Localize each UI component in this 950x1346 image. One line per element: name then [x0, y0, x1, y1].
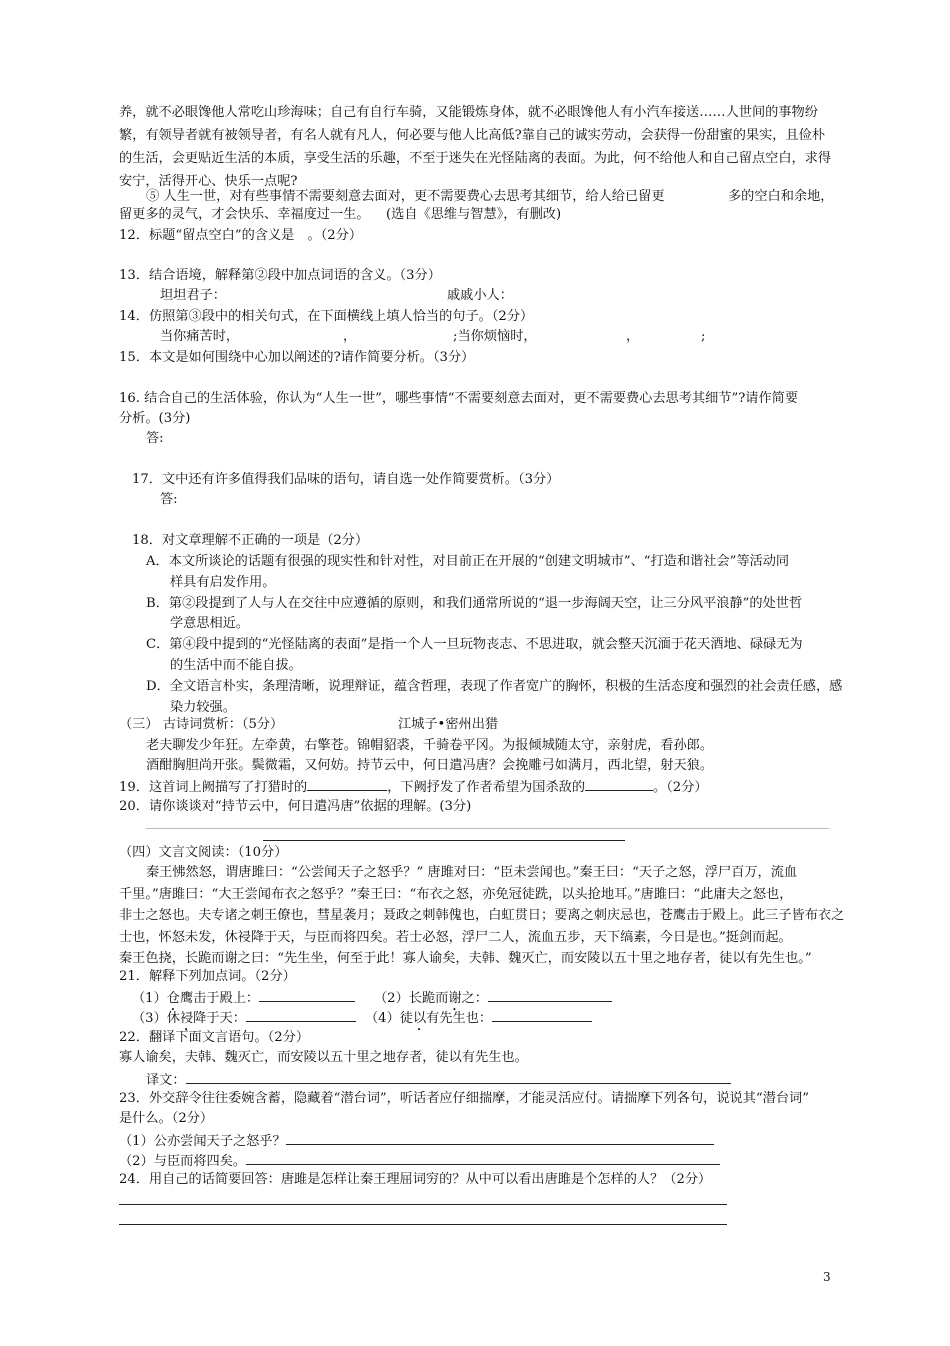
item-1-dotted-word: 仓 — [166, 991, 180, 1006]
item-1-sentence: （1）公亦尝闻天子之怒乎？ — [119, 1134, 286, 1149]
passage-line-2: 繁，有领导者就有被领导者，有名人就有凡人，何必要与他人比高低?靠自己的诚实劳动，会获得一份甜蜜的果实，且俭朴 — [119, 128, 826, 143]
paragraph-5-line-2: 留更多的灵气，才会快乐、幸福度过一生。 — [119, 207, 370, 222]
question-23-blank-1[interactable] — [286, 1130, 714, 1145]
classical-text-line-3: 非士之怒也。夫专诸之刺王僚也，彗星袭月；聂政之刺韩傀也，白虹贯日；要离之刺庆忌也，苍鹰击于殿上。此三子皆布衣之 — [119, 908, 845, 923]
option-A-line-2: 样具有启发作用。 — [170, 575, 276, 590]
paragraph-5-line-1a: ⑤ 人生一世，对有些事情不需要刻意去面对，更不需要费心去思考其细节，给人给已留更 — [146, 189, 665, 204]
item-2-dotted-word: 谢 — [448, 991, 462, 1006]
item-4-prefix: （4）徒 — [365, 1011, 413, 1026]
question-21-item-4 — [365, 1007, 592, 1034]
question-12: 12．标题“留点空白”的含义是 。（2分） — [119, 228, 363, 243]
question-14-comma-1: ， — [343, 329, 357, 344]
passage-line-3: 的生活，会更贴近生活的本质，享受生活的乐趣，不至于迷失在光怪陆离的表面。为此，何不给他人和自己留点空白，求得 — [119, 151, 832, 166]
passage-line-1: 养，就不必眼馋他人常吃山珍海味；自己有自行车骑，又能锻炼身体，就不必眼馋他人有小汽车接送……人世间的事物纷 — [119, 105, 818, 120]
question-22: 22．翻译下面文言语句。（2分） — [119, 1030, 310, 1045]
question-19-blank-2[interactable] — [585, 776, 653, 791]
option-A-line-1: A．本文所谈论的话题有很强的现实性和针对性，对目前正在开展的“创建文明城市”、“打造和谐社会”等活动同 — [146, 554, 790, 569]
option-C-line-1: C．第④段中提到的“光怪陆离的表面”是指一个人一旦玩物丧志、不思进取，就会整天沉湎于花天酒地、碌碌无为 — [146, 637, 803, 652]
poem-title: 江城子•密州出猎 — [398, 717, 499, 732]
question-18: 18．对文章理解不正确的一项是（2分） — [132, 533, 369, 548]
question-14: 14．仿照第③段中的相关句式，在下面横线上填人恰当的句子。（2分） — [119, 309, 534, 324]
question-14-semicolon: ; — [701, 329, 706, 344]
classical-text-line-5: 秦王色挠，长跪而谢之曰：“先生坐，何至于此！寡人谕矣，夫韩、魏灭亡，而安陵以五十里之地存者，徒以有先生也。” — [119, 951, 812, 966]
paragraph-5-line-1b: 多的空白和余地， — [728, 189, 834, 204]
question-21: 21．解释下列加点词。（2分） — [119, 969, 296, 984]
question-20: 20．请你谈谈对“持节云中，何日遣冯唐”依据的理解。(3分) — [119, 799, 472, 814]
question-16-answer-label: 答: — [146, 431, 164, 446]
question-23-line-1: 23．外交辞令往往委婉含蓄，隐藏着“潜台词”，听话者应仔细揣摩，才能灵活应付。请揣摩下列各句，说说其“潜台词” — [119, 1091, 809, 1106]
question-19-blank-1[interactable] — [307, 776, 387, 791]
question-19-part-b: ，下阙抒发了作者希望为国杀敌的 — [387, 780, 586, 795]
item-1-prefix: （1） — [132, 991, 167, 1006]
question-17: 17．文中还有许多值得我们品味的语句，请自选一处作简要赏析。（3分） — [132, 472, 560, 487]
question-23-item-2 — [119, 1150, 720, 1171]
question-14-item-a: 当你痛苦时， — [160, 329, 240, 344]
poem-line-2: 酒酣胸胆尚开张。鬓微霜，又何妨。持节云中，何日遣冯唐？会挽雕弓如满月，西北望，射天狼。 — [146, 758, 714, 773]
question-19-part-a: 19．这首词上阙描写了打猎时的 — [119, 780, 308, 795]
question-16-line-1: 16. 结合自己的生活体验，你认为“人生一世”，哪些事情“不需要刻意去面对，更不需要费心去思考其细节”?请作简要 — [119, 391, 799, 406]
question-21-blank-4[interactable] — [492, 1007, 592, 1022]
question-23-blank-2[interactable] — [246, 1150, 720, 1165]
question-23-item-1 — [119, 1130, 714, 1151]
question-23-line-2: 是什么。（2分） — [119, 1111, 214, 1126]
question-14-item-b: ;当你烦恼时， — [453, 329, 537, 344]
option-D-line-1: D．全文语言朴实，条理清晰，说理辩证，蕴含哲理，表现了作者宽广的胸怀，积极的生活态度和强烈的社会责任感，感 — [146, 679, 843, 694]
item-2-suffix: 之： — [461, 991, 488, 1006]
item-2-prefix: （2）长跪而 — [374, 991, 449, 1006]
question-15: 15．本文是如何围绕中心加以阐述的?请作简要分析。（3分） — [119, 350, 475, 365]
option-B-line-2: 学意思相近。 — [170, 616, 250, 631]
question-13-item-a: 坦坦君子： — [160, 288, 226, 303]
page-number: 3 — [823, 1270, 831, 1284]
question-20-answer-line-2[interactable] — [263, 840, 625, 841]
passage-line-4: 安宁，活得开心、快乐一点呢? — [119, 174, 298, 189]
question-19 — [119, 776, 708, 797]
question-24: 24．用自己的话简要回答：唐雎是怎样让秦王理屈词穷的？从中可以看出唐雎是个怎样的人？（2分） — [119, 1172, 712, 1187]
question-21-blank-2[interactable] — [488, 987, 612, 1002]
question-19-part-c: 。（2分） — [653, 780, 708, 795]
classical-text-line-2: 千里。”唐雎曰：“大王尝闻布衣之怒乎？”秦王曰：“布衣之怒，亦免冠徒跣，以头抢地耳。”唐雎曰：“此庸夫之怒也， — [119, 887, 793, 902]
option-C-line-2: 的生活中而不能自拔。 — [170, 658, 302, 673]
question-14-comma-2: ， — [626, 329, 640, 344]
section-4-heading: （四）文言文阅读：（10分） — [119, 845, 288, 860]
translation-label: 译文： — [146, 1073, 186, 1088]
item-3-prefix: （3）休 — [132, 1011, 180, 1026]
question-21-blank-1[interactable] — [259, 987, 355, 1002]
item-3-dotted-word: 祲 — [179, 1011, 194, 1026]
translation-answer-line[interactable] — [186, 1069, 731, 1084]
question-22-sentence: 寡人谕矣，夫韩、魏灭亡，而安陵以五十里之地存者，徒以有先生也。 — [119, 1050, 528, 1065]
item-3-suffix: 降于天： — [193, 1011, 246, 1026]
option-B-line-1: B．第②段提到了人与人在交往中应遵循的原则，和我们通常所说的“退一步海阔天空，让三分风平浪静”的处世哲 — [146, 596, 803, 611]
question-20-answer-line-1[interactable] — [146, 828, 829, 829]
poem-line-1: 老夫聊发少年狂。左牵黄，右擎苍。锦帽貂裘，千骑卷平冈。为报倾城随太守，亲射虎，看孙郎。 — [146, 738, 714, 753]
classical-text-line-4: 士也，怀怒未发，休祲降于天，与臣而将四矣。若士必怒，浮尸二人，流血五步，天下缟素，今日是也。”挺剑而起。 — [119, 930, 792, 945]
option-D-line-2: 染力较强。 — [170, 700, 236, 715]
item-4-dotted-word: 以 — [412, 1011, 427, 1026]
question-16-line-2: 分析。(3分) — [119, 411, 191, 426]
passage-source: (选自《思维与智慧》，有删改) — [386, 207, 562, 222]
item-4-suffix: 有先生也： — [426, 1011, 493, 1026]
question-24-answer-line-2[interactable] — [119, 1224, 727, 1225]
classical-text-line-1: 秦王怫然怒，谓唐雎曰：“公尝闻天子之怒乎？” 唐雎对曰：“臣未尝闻也。”秦王曰：“天子之怒，浮尸百万，流血 — [146, 865, 798, 880]
question-17-answer-label: 答: — [160, 492, 178, 507]
question-13-item-b: 戚戚小人： — [447, 288, 513, 303]
question-13: 13．结合语境，解释第②段中加点词语的含义。（3分） — [119, 268, 441, 283]
item-1-suffix: 鹰击于殿上： — [179, 991, 260, 1006]
item-2-sentence: （2）与臣而将四矣。 — [119, 1154, 247, 1169]
question-21-blank-3[interactable] — [246, 1007, 356, 1022]
question-24-answer-line-1[interactable] — [119, 1204, 727, 1205]
section-3-heading: （三） 古诗词赏析：（5分） — [119, 717, 284, 732]
question-22-translation — [146, 1069, 731, 1090]
